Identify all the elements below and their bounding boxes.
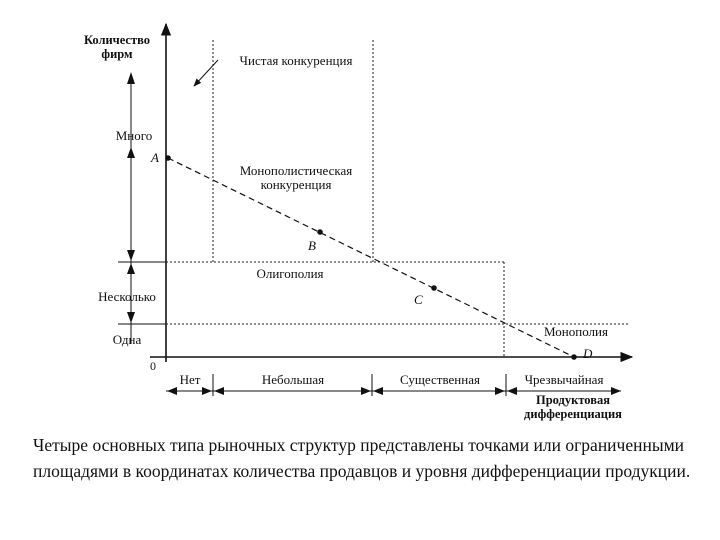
y-level-several: Несколько — [98, 289, 156, 304]
x-scale-arrow-5 — [373, 387, 383, 395]
point-a — [165, 155, 171, 161]
x-scale-arrow-7 — [507, 387, 517, 395]
region-monopoly: Монополия — [544, 324, 608, 339]
x-level-extreme: Чрезвычайная — [524, 372, 604, 387]
y-level-many: Много — [115, 128, 153, 143]
point-a-label: A — [151, 150, 159, 165]
y-axis-title-line2: фирм — [101, 47, 133, 61]
x-axis-title-line1: Продуктовая — [535, 393, 611, 407]
y-scale-arrow-mid1-up — [127, 147, 135, 158]
y-axis-title-line1: Количество — [83, 33, 151, 47]
origin-label: 0 — [150, 359, 156, 373]
x-scale-arrow-8 — [611, 387, 621, 395]
figure-caption: Четыре основных типа рыночных структур представлены точками или ограниченными площадями в координатах количества продавцов и уровня дифференциации продукции. — [33, 435, 691, 481]
pure-competition-pointer — [194, 60, 218, 86]
x-scale-arrow-6 — [495, 387, 505, 395]
x-scale-arrow-3 — [214, 387, 224, 395]
point-c-label: C — [414, 292, 423, 307]
y-scale-arrow-mid2-up — [127, 263, 135, 274]
structure-curve — [168, 158, 574, 357]
point-d-label: D — [583, 346, 593, 361]
y-level-one: Одна — [112, 332, 142, 347]
y-scale-top-arrow — [127, 72, 135, 84]
region-oligopoly: Олигополия — [256, 266, 324, 281]
region-monopolistic-line2: конкуренция — [260, 177, 332, 192]
point-b — [317, 229, 323, 235]
x-scale-arrow-2 — [202, 387, 212, 395]
x-scale-arrow-1 — [167, 387, 177, 395]
region-monopolistic-line1: Монополистическая — [239, 163, 353, 178]
point-d — [571, 354, 577, 360]
x-level-none: Нет — [179, 372, 201, 387]
x-scale-arrow-4 — [361, 387, 371, 395]
point-b-label: B — [308, 238, 316, 253]
y-scale-arrow-mid1-down — [127, 250, 135, 261]
point-c — [431, 285, 437, 291]
y-scale-arrow-mid2-down — [127, 312, 135, 323]
x-level-significant: Существенная — [400, 372, 480, 387]
region-pure-competition: Чистая конкуренция — [239, 53, 353, 68]
x-axis-title-line2: дифференциация — [524, 407, 622, 421]
x-level-small: Небольшая — [261, 372, 325, 387]
